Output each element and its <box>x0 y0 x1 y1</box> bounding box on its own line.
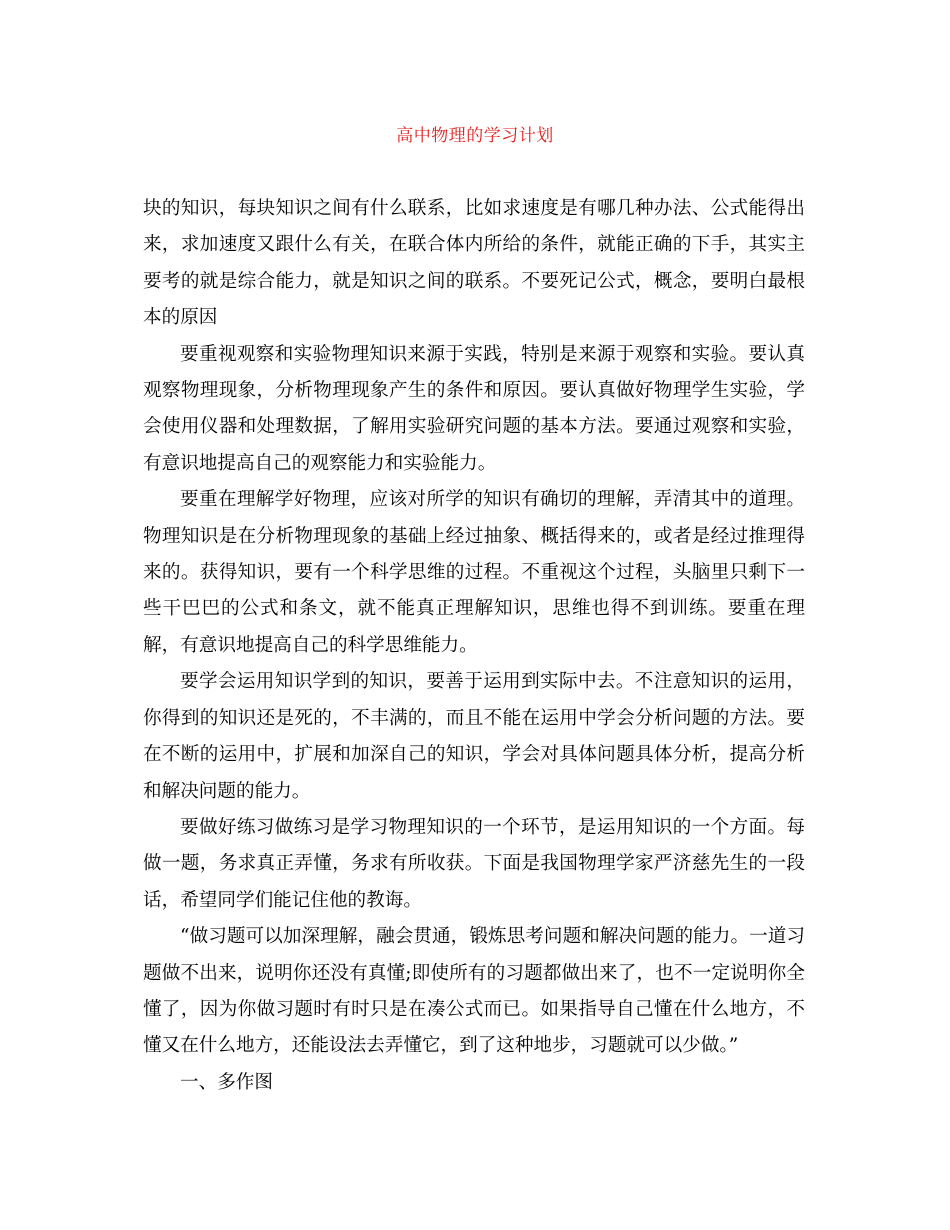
document-body <box>143 191 805 1101</box>
paragraph-understanding: 要重在理解学好物理，应该对所学的知识有确切的理解，弄清其中的道理。物理知识是在分析物理现象的基础上经过抽象、概括得来的，或者是经过推理得来的。获得知识，要有一个科学思维的过程。不重视这个过程，头脑里只剩下一些干巴巴的公式和条文，就不能真正理解知识，思维也得不到训练。要重在理解，有意识地提高自己的科学思维能力。 <box>143 489 805 656</box>
paragraph-continuation: 块的知识，每块知识之间有什么联系，比如求速度是有哪几种办法、公式能得出来，求加速度又跟什么有关，在联合体内所给的条件，就能正确的下手，其实主要考的就是综合能力，就是知识之间的联系。不要死记公式，概念，要明白最根本的原因 <box>143 198 805 329</box>
section-heading-drawing: 一、多作图 <box>180 1071 273 1093</box>
paragraph-quote: “做习题可以加深理解，融会贯通，锻炼思考问题和解决问题的能力。一道习题做不出来，说明你还没有真懂;即使所有的习题都做出来了，也不一定说明你全懂了，因为你做习题时有时只是在凑公式而已。如果指导自己懂在什么地方，不懂又在什么地方，还能设法去弄懂它，到了这种地步，习题就可以少做。” <box>143 926 805 1057</box>
paragraph-observation-experiment: 要重视观察和实验物理知识来源于实践，特别是来源于观察和实验。要认真观察物理现象，分析物理现象产生的条件和原因。要认真做好物理学生实验，学会使用仪器和处理数据，了解用实验研究问题的基本方法。要通过观察和实验，有意识地提高自己的观察能力和实验能力。 <box>143 343 805 474</box>
paragraph-exercises: 要做好练习做练习是学习物理知识的一个环节，是运用知识的一个方面。每做一题，务求真正弄懂，务求有所收获。下面是我国物理学家严济慈先生的一段话，希望同学们能记住他的教诲。 <box>143 816 805 911</box>
paragraph-application: 要学会运用知识学到的知识，要善于运用到实际中去。不注意知识的运用，你得到的知识还是死的，不丰满的，而且不能在运用中学会分析问题的方法。要在不断的运用中，扩展和加深自己的知识，学会对具体问题具体分析，提高分析和解决问题的能力。 <box>143 671 805 802</box>
document-title: 高中物理的学习计划 <box>396 126 554 146</box>
